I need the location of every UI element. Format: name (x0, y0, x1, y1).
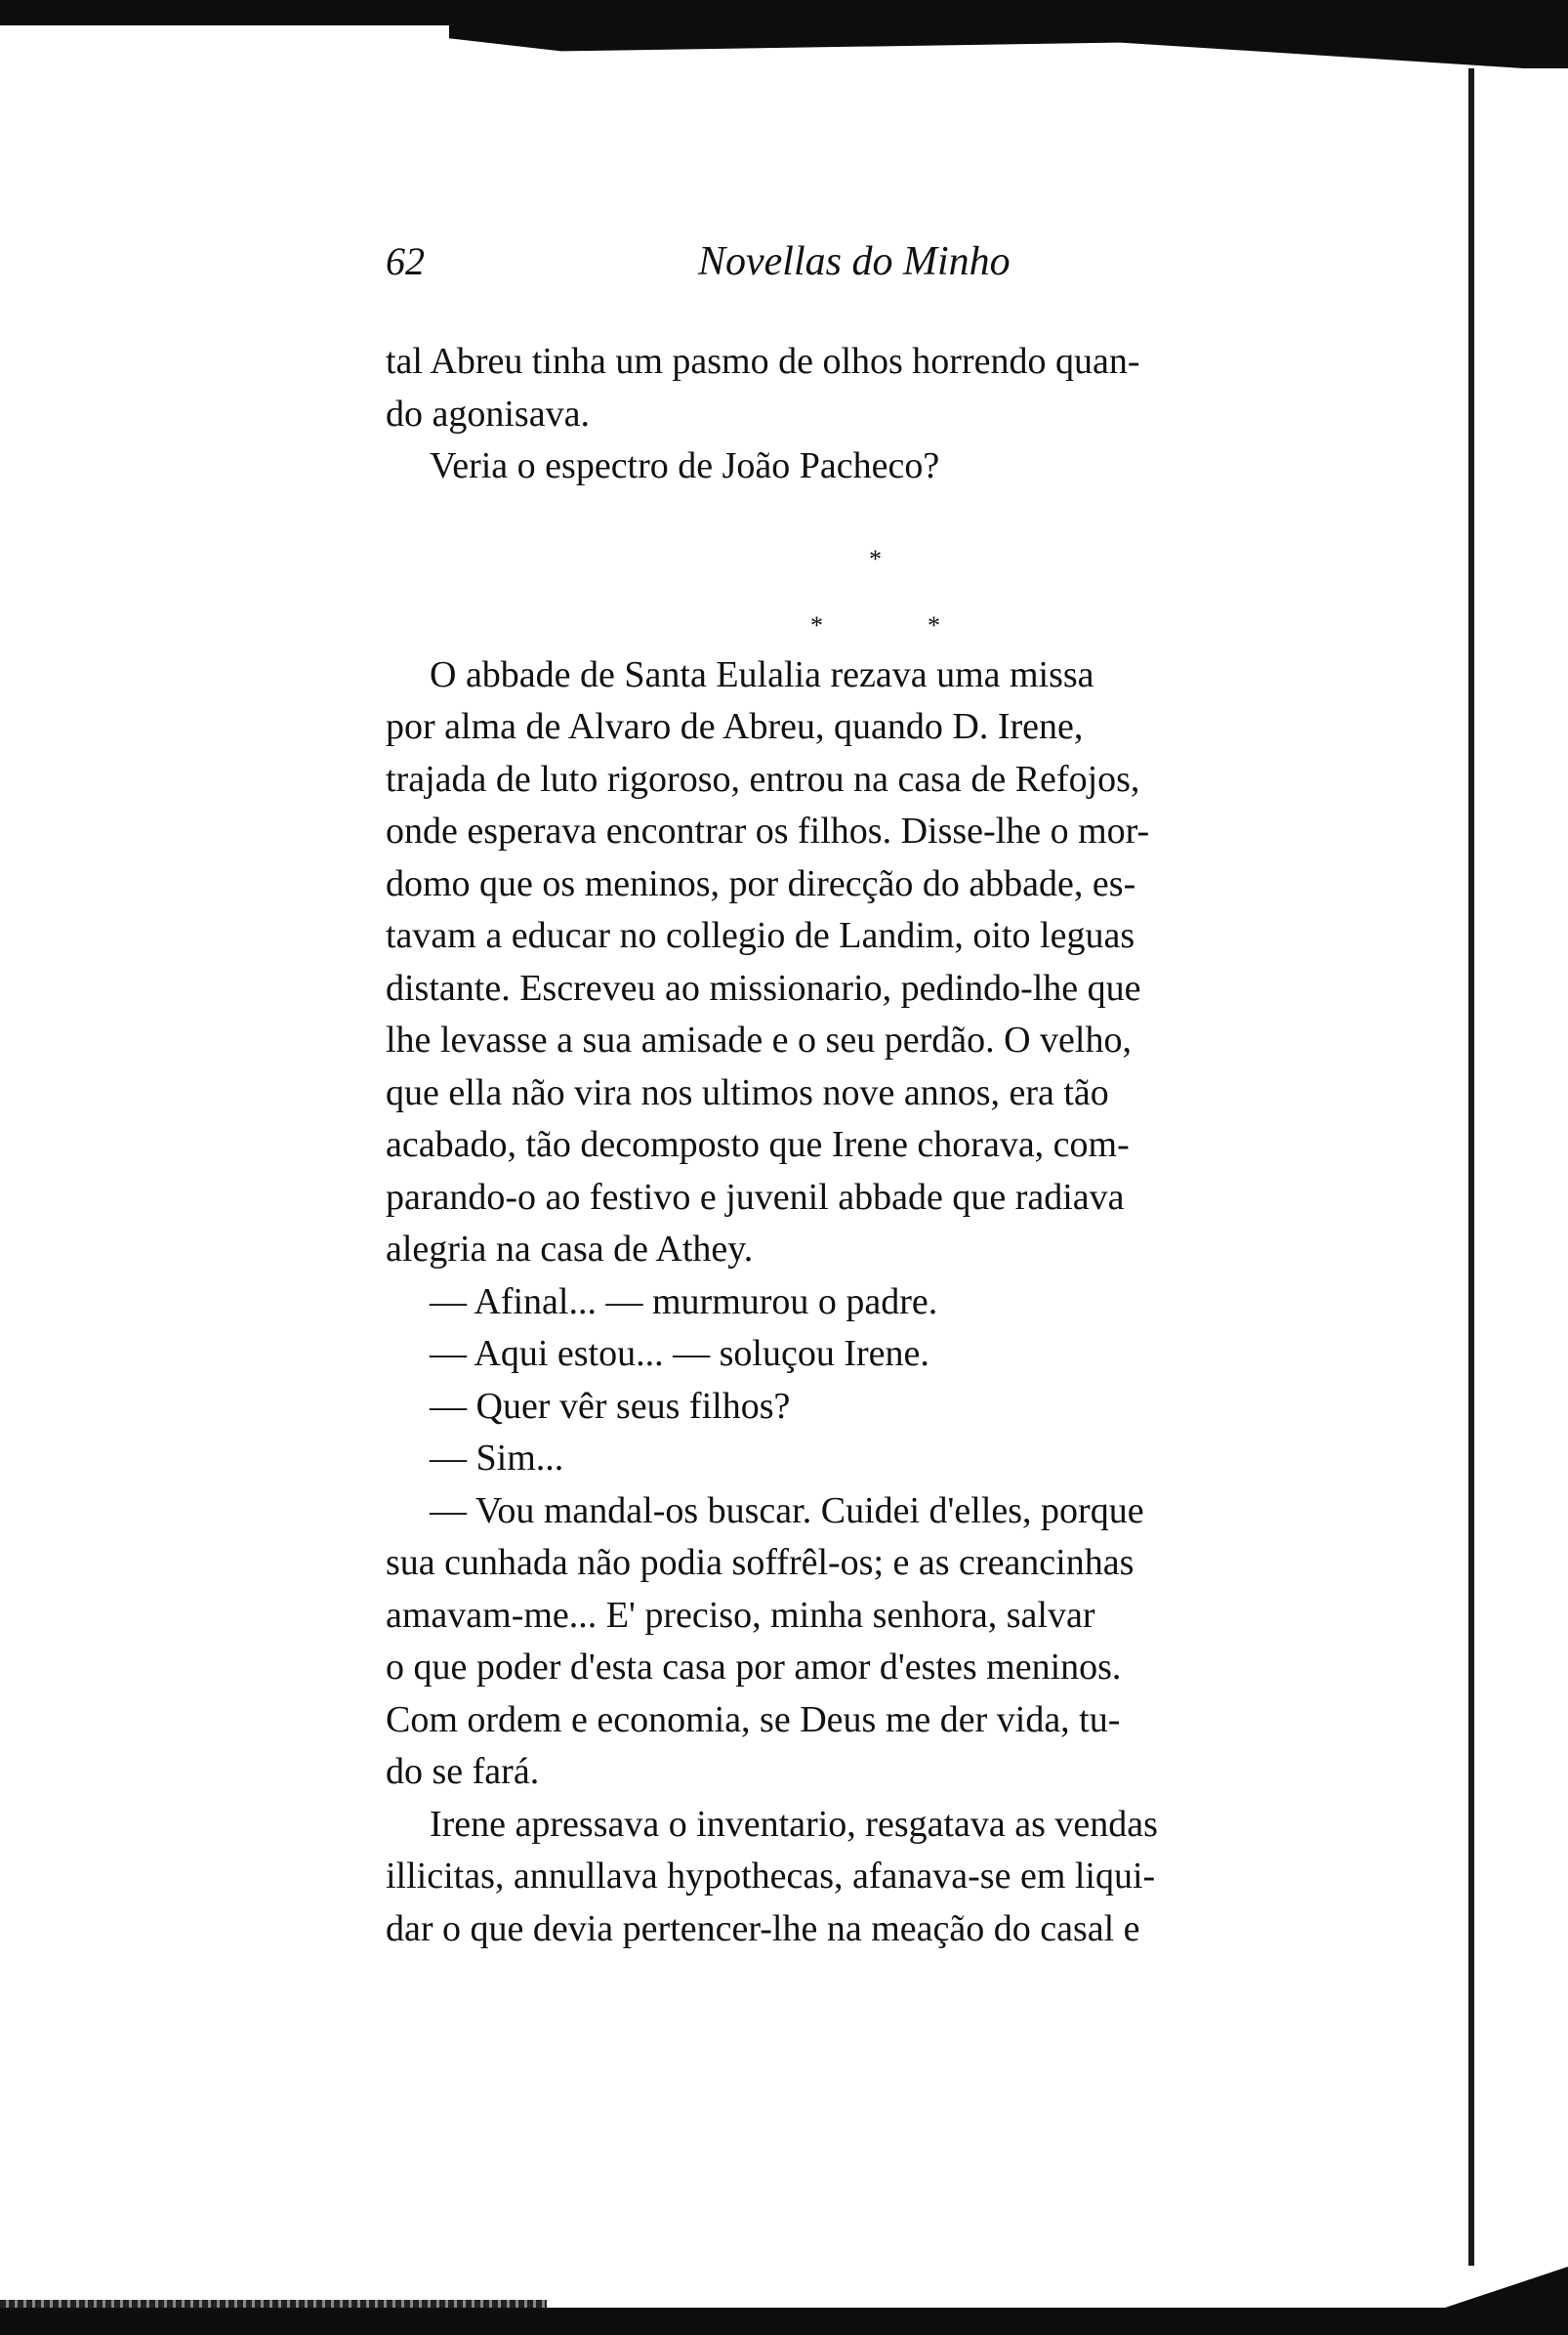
text-line: — Vou mandal-os buscar. Cuidei d'elles, porque (430, 1489, 1144, 1531)
text-line: tal Abreu tinha um pasmo de olhos horrendo quan- (386, 341, 1140, 382)
text-line: domo que os meninos, por direcção do abbade, es- (386, 862, 1136, 904)
scan-edge-right (1468, 68, 1568, 2266)
scan-edge-bottom-shadow (1392, 2267, 1568, 2308)
page-number: 62 (386, 239, 425, 283)
text-line: Com ordem e economia, se Deus me der vida, tu- (386, 1698, 1121, 1740)
text-line: distante. Escreveu ao missionario, pedindo-lhe que (386, 967, 1141, 1009)
scan-edge-top-shadow (449, 25, 1568, 68)
text-line: do se fará. (386, 1751, 540, 1792)
page-header (386, 232, 1362, 291)
text-line: Veria o espectro de João Pacheco? (430, 445, 940, 486)
text-line: tavam a educar no collegio de Landim, oito leguas (386, 915, 1135, 956)
dialogue-line: — Sim... (430, 1438, 564, 1479)
text-line: que ella não vira nos ultimos nove annos, era tão (386, 1071, 1109, 1113)
text-line: do agonisava. (386, 393, 590, 435)
text-line: o que poder d'esta casa por amor d'estes meninos. (386, 1647, 1122, 1688)
text-line: amavam-me... E' preciso, minha senhora, salvar (386, 1594, 1095, 1636)
text-line: trajada de luto rigoroso, entrou na casa de Refojos, (386, 758, 1140, 800)
text-line: acabado, tão decomposto que Irene chorava, com- (386, 1124, 1130, 1165)
scan-edge-bottom (0, 2308, 1568, 2335)
text-line: lhe levasse a sua amisade e o seu perdão. O velho, (386, 1020, 1132, 1061)
text-line: onde esperava encontrar os filhos. Disse-lhe o mor- (386, 811, 1150, 852)
asterisk-top: * (869, 545, 882, 573)
section-break-asterisks (781, 545, 940, 684)
text-line: sua cunhada não podia soffrêl-os; e as creancinhas (386, 1542, 1135, 1583)
asterisk-left: * (810, 611, 823, 640)
text-line: O abbade de Santa Eulalia rezava uma missa (430, 653, 1094, 695)
asterisk-right: * (928, 611, 940, 640)
text-line: por alma de Alvaro de Abreu, quando D. Irene, (386, 706, 1084, 747)
text-line: alegria na casa de Athey. (386, 1229, 754, 1270)
text-line: dar o que devia pertencer-lhe na meação do casal e (386, 1907, 1140, 1949)
dialogue-line: — Aqui estou... — soluçou Irene. (430, 1333, 929, 1374)
dialogue-line: — Quer vêr seus filhos? (430, 1385, 791, 1427)
running-title: Novellas do Minho (698, 239, 1011, 284)
text-line: illicitas, annullava hypothecas, afanava-se em liqui- (386, 1855, 1156, 1897)
scan-edge-top (0, 0, 1568, 25)
text-line: Irene apressava o inventario, resgatava as vendas (430, 1803, 1158, 1845)
dialogue-line: — Afinal... — murmurou o padre. (430, 1280, 938, 1322)
text-line: parando-o ao festivo e juvenil abbade que radiava (386, 1176, 1125, 1218)
